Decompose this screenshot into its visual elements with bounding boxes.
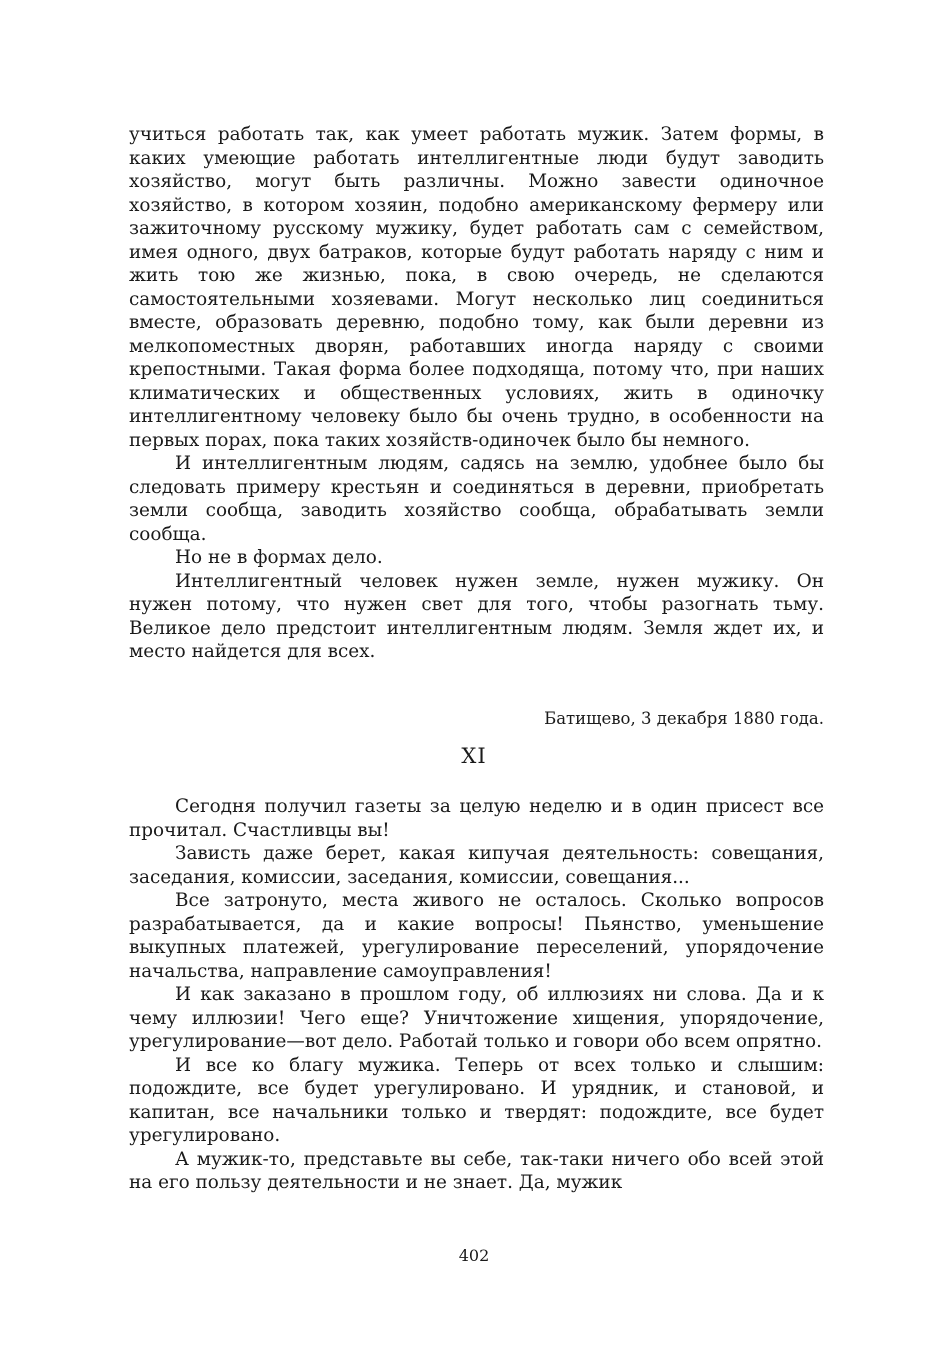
paragraph: Зависть даже берет, какая кипучая деятельность: совещания, заседания, комиссии, заседания, комиссии, совещания... [129,843,824,888]
paragraph: Интеллигентный человек нужен земле, нужен мужику. Он нужен потому, что нужен свет для того, чтобы разогнать тьму. Великое дело предстоит интеллигентным людям. Земля ждет их, и место найдется для всех. [129,570,824,662]
paragraph: Все затронуто, места живого не осталось. Сколько вопросов разрабатывается, да и какие вопросы! Пьянство, уменьшение выкупных платежей, урегулирование переселений, упорядочение начальства, направление самоуправления! [129,890,824,982]
paragraph: И интеллигентным людям, садясь на землю, удобнее было бы следовать примеру крестьян и соединяться в деревни, приобретать земли сообща, заводить хозяйство сообща, обрабатывать земли сообща. [129,453,824,545]
text-block-bottom [129,795,824,1195]
paragraph: учиться работать так, как умеет работать мужик. Затем формы, в каких умеющие работать интеллигентные люди будут заводить хозяйство, могут быть различны. Можно завести одиночное хозяйство, в котором хозяин, подобно американскому фермеру или зажиточному русскому мужику, будет работать сам с семейством, имея одного, двух батраков, которые будут работать наряду с ним и жить тою же жизнью, пока, в свою очередь, не сделаются самостоятельными хозяевами. Могут несколько лиц соединиться вместе, образовать деревню, подобно тому, как были деревни из мелкопоместных дворян, работавших иногда наряду с своими крепостными. Такая форма более подходяща, потому что, при наших климатических и общественных условиях, жить в одиночку интеллигентному человеку было бы очень трудно, в особенности на первых порах, пока таких хозяйств-одиночек было бы немного. [129,124,824,451]
paragraph: А мужик-то, представьте вы себе, так-таки ничего обо всей этой на его пользу деятельности и не знает. Да, мужик [129,1148,824,1193]
text-block-top [129,123,824,664]
paragraph: И как заказано в прошлом году, об иллюзиях ни слова. Да и к чему иллюзии! Чего еще? Уничтожение хищения, упорядочение, урегулирование—вот дело. Работай только и говори обо всем опрятно. [129,984,824,1052]
chapter-heading: XI [461,744,487,768]
dateline: Батищево, 3 декабря 1880 года. [544,709,824,728]
paragraph: Но не в формах дело. [175,547,383,568]
paragraph: Сегодня получил газеты за целую неделю и в один присест все прочитал. Счастливцы вы! [129,796,824,841]
paragraph: И все ко благу мужика. Теперь от всех только и слышим: подождите, все будет урегулировано. И урядник, и становой, и капитан, все начальники только и твердят: подождите, все будет урегулировано. [129,1054,824,1146]
page-number: 402 [458,1246,490,1265]
